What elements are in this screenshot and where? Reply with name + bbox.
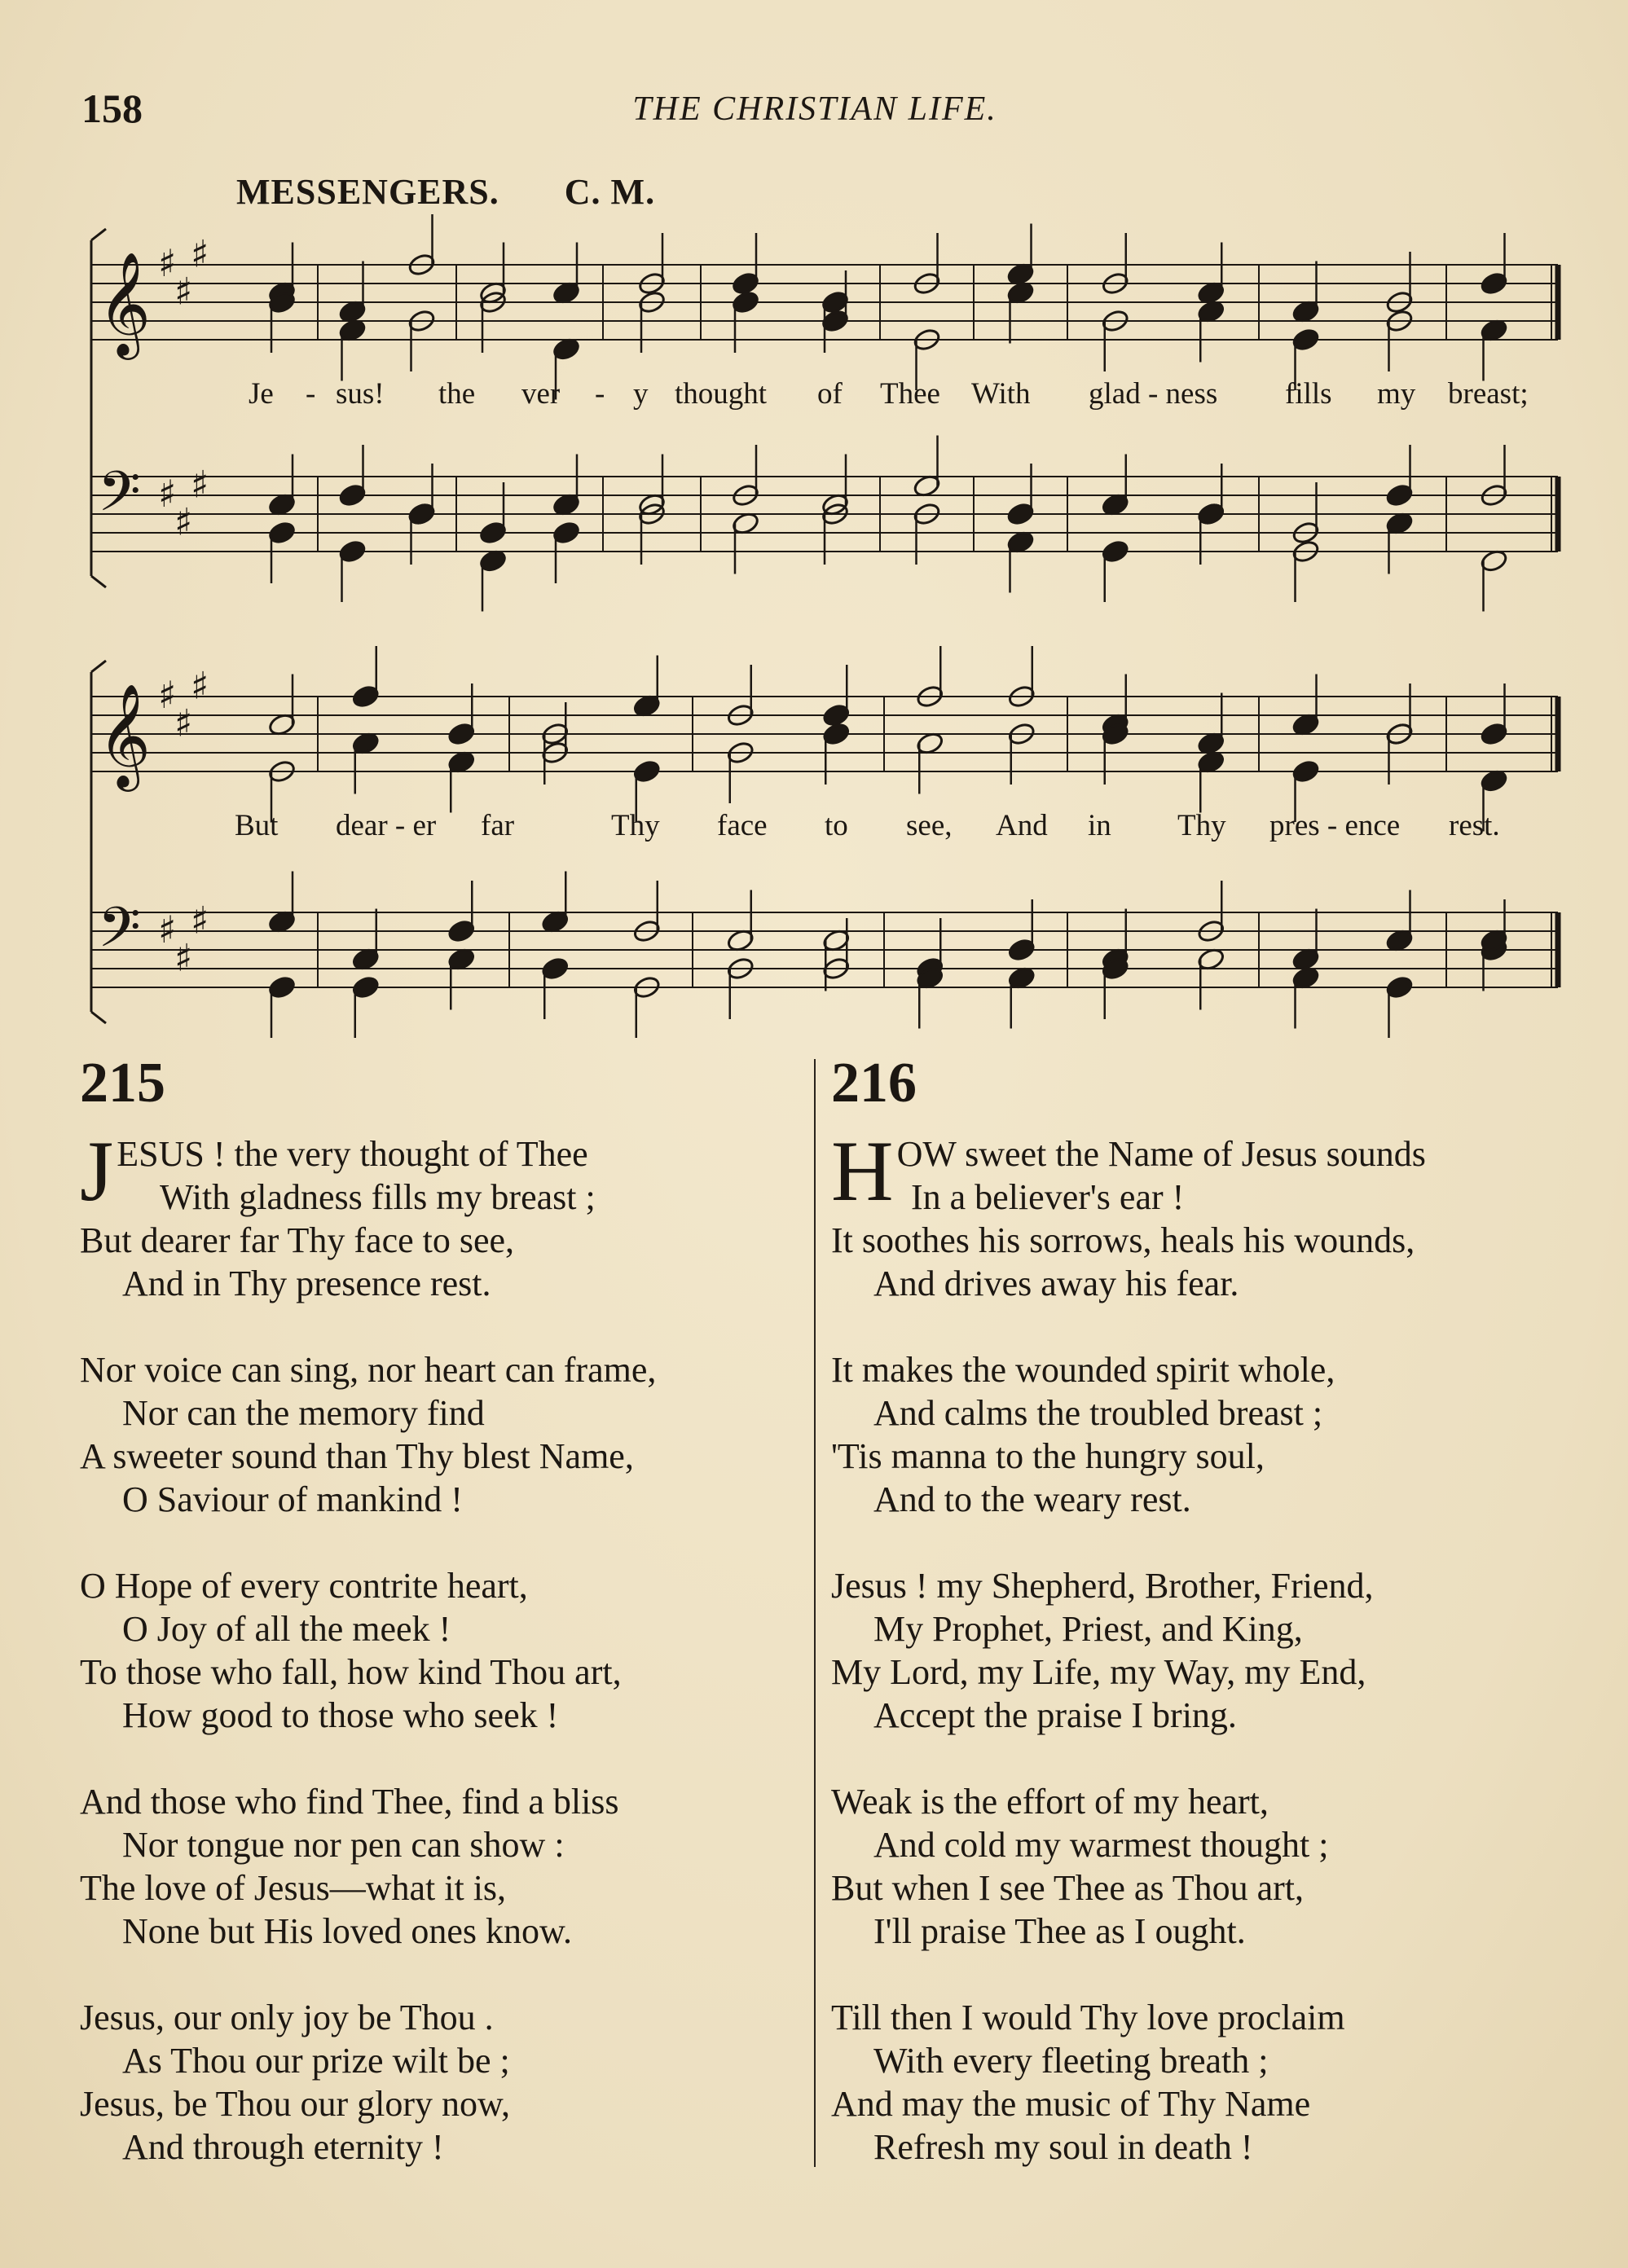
lyric-syllable: thought [675,377,768,411]
lyric-syllable: the [438,377,476,411]
bracket-hook [91,661,106,672]
verse-line: And cold my warmest thought ; [873,1825,1329,1865]
drop-cap: J [80,1123,114,1219]
stanza [80,1780,805,1953]
verse-line-text: ESUS ! the very thought of Thee [117,1134,588,1174]
verse-line: Nor can the memory find [122,1393,485,1433]
hymn-number-215: 215 [80,1052,165,1114]
verse-line: None but His loved ones know. [122,1911,572,1951]
treble-clef-icon: 𝄞 [98,683,152,788]
lyric-syllable: face [717,809,768,842]
lyric-syllable: y [633,377,649,411]
bracket-hook [91,1012,106,1023]
verse-line: In a believer's ear ! [911,1177,1185,1217]
lyric-syllable: sus! [336,377,385,411]
sharp-icon: ♯ [158,908,177,952]
lyric-syllable: to [825,809,848,842]
score-system-1 [91,214,1558,612]
verse-line: How good to those who seek ! [122,1695,559,1735]
verse-line: Jesus, be Thou our glory now, [80,2084,510,2124]
sharp-icon: ♯ [174,935,193,980]
verse-line: 'Tis manna to the hungry soul, [831,1436,1265,1476]
verse-line: Till then I would Thy love proclaim [831,1998,1345,2037]
hymn-number-216: 216 [831,1052,917,1114]
page-number: 158 [81,86,143,131]
verse-line: My Prophet, Priest, and King, [873,1609,1303,1649]
stanza [831,1780,1564,1953]
drop-cap: H [831,1123,894,1219]
sharp-icon: ♯ [174,701,193,745]
tune-name: MESSENGERS. [236,172,499,212]
treble-clef-icon: 𝄞 [98,251,152,356]
lyric-syllable: Thy [611,809,660,842]
lyric-syllable: - [306,377,316,411]
sharp-icon: ♯ [158,241,177,285]
hymn-216-verses [831,1123,1564,2212]
sharp-icon: ♯ [158,673,177,717]
sharp-icon: ♯ [158,472,177,516]
bass-clef-icon: 𝄢 [98,460,141,538]
verse-line: O Hope of every contrite heart, [80,1566,528,1606]
verse-line: My Lord, my Life, my Way, my End, [831,1652,1366,1692]
verse-line: It makes the wounded spirit whole, [831,1350,1335,1390]
verse-line: As Thou our prize wilt be ; [122,2041,510,2081]
verse-line: And to the weary rest. [873,1479,1191,1519]
verse-line: Jesus, our only joy be Thou . [80,1998,494,2037]
lyric-syllable: With [971,377,1031,411]
sharp-icon: ♯ [191,898,209,943]
running-title: THE CHRISTIAN LIFE. [632,90,997,128]
stanza [831,1123,1564,1305]
sharp-icon: ♯ [191,462,209,507]
music-score [0,0,1628,1051]
stanza [831,1996,1564,2169]
sharp-icon: ♯ [174,499,193,544]
verse-line: With every fleeting breath ; [873,2041,1269,2081]
sharp-icon: ♯ [191,231,209,276]
stanza [831,1348,1564,1521]
bracket-hook [91,576,106,587]
verse-line: And those who find Thee, find a bliss [80,1782,619,1822]
verse-line: And in Thy presence rest. [122,1264,491,1303]
stanza [831,1564,1564,1737]
lyric-syllable: But [235,809,279,842]
lyric-syllable: glad - ness [1089,377,1218,411]
stanza [80,1123,805,1305]
verse-line: With gladness fills my breast ; [160,1177,596,1217]
lyric-syllable: Je [249,377,274,411]
tune-meter: C. M. [564,172,656,212]
verse-line: But dearer far Thy face to see, [80,1220,515,1260]
lyric-syllable: fills [1285,377,1332,411]
lyric-syllable: dear - er [336,809,437,842]
verse-line: Accept the praise I bring. [873,1695,1237,1735]
verse-line: Jesus ! my Shepherd, Brother, Friend, [831,1566,1374,1606]
verse-line: Weak is the effort of my heart, [831,1782,1269,1822]
verse-line: A sweeter sound than Thy blest Name, [80,1436,634,1476]
column-divider [814,1059,816,2167]
verse-line: O Saviour of mankind ! [122,1479,463,1519]
lyric-syllable: in [1088,809,1111,842]
verse-line: Nor voice can sing, nor heart can frame, [80,1350,657,1390]
stanza [80,1996,805,2169]
sharp-icon: ♯ [174,269,193,314]
verse-line-text: OW sweet the Name of Jesus sounds [896,1134,1426,1174]
lyric-syllable: of [817,377,843,411]
verse-line: The love of Jesus—what it is, [80,1868,507,1908]
verse-line: O Joy of all the meek ! [122,1609,451,1649]
stanza [80,1348,805,1521]
hymn-215-verses [80,1123,805,2212]
lyric-syllable: ver [521,377,561,411]
lyric-syllable: Thee [880,377,940,411]
verse-line: To those who fall, how kind Thou art, [80,1652,622,1692]
verse-line: And drives away his fear. [873,1264,1239,1303]
bracket-hook [91,229,106,240]
lyric-syllable: Thy [1177,809,1226,842]
lyric-syllable: rest. [1449,809,1500,842]
verse-line: Nor tongue nor pen can show : [122,1825,565,1865]
verse-line: It soothes his sorrows, heals his wounds, [831,1220,1415,1260]
lyric-syllable: my [1377,377,1416,411]
lyric-syllable: pres - ence [1269,809,1401,842]
lyric-syllable: far [481,809,515,842]
verse-line: And may the music of Thy Name [831,2084,1311,2124]
verse-line: And calms the troubled breast ; [873,1393,1323,1433]
stanza [80,1564,805,1737]
lyric-syllable: breast; [1448,377,1529,411]
lyric-syllable: And [996,809,1048,842]
sharp-icon: ♯ [191,663,209,708]
bass-clef-icon: 𝄢 [98,896,141,974]
verse-line: And through eternity ! [122,2127,444,2167]
lyric-syllable: - [595,377,605,411]
lyric-syllable: see, [906,809,953,842]
verse-line: I'll praise Thee as I ought. [873,1911,1246,1951]
verse-line: Refresh my soul in death ! [873,2127,1253,2167]
verse-line: But when I see Thee as Thou art, [831,1868,1304,1908]
